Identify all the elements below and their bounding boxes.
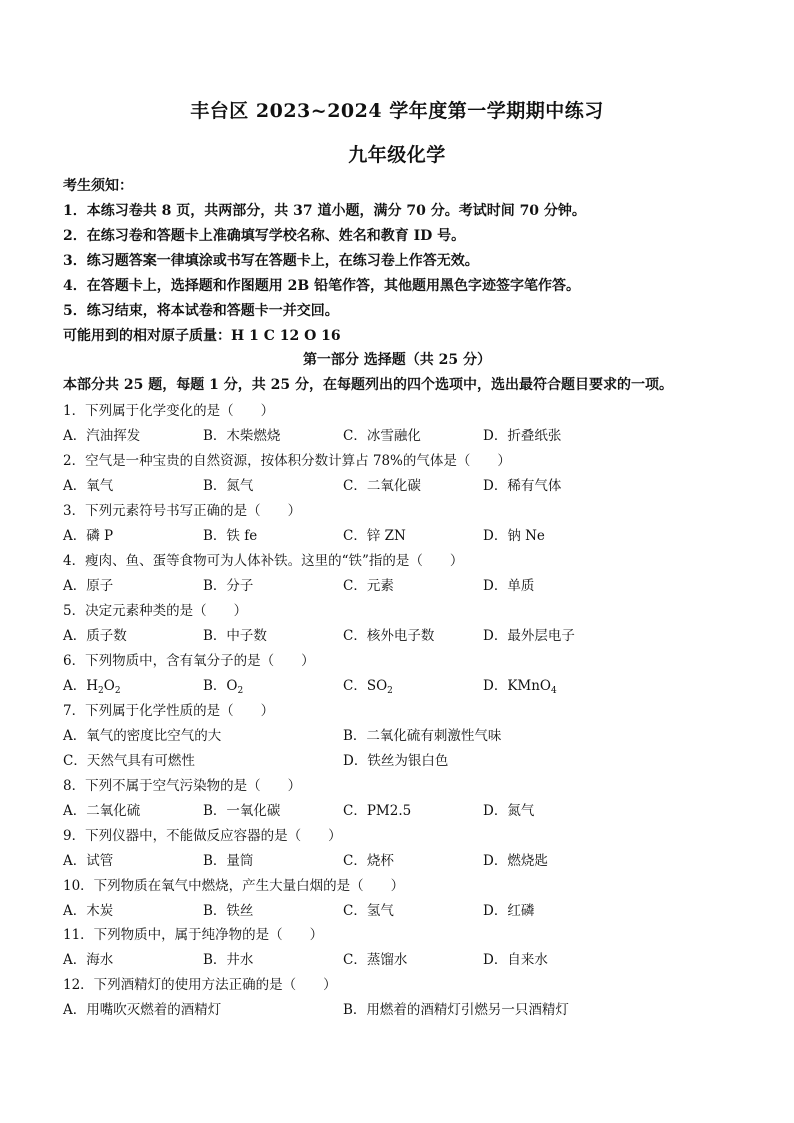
exam-title: 丰台区 2023~2024 学年度第一学期期中练习 bbox=[190, 100, 604, 122]
question-stem: 9．下列仪器中，不能做反应容器的是（ ） bbox=[63, 828, 342, 844]
option-c: C．蒸馏水 bbox=[343, 952, 408, 968]
option-a: A．二氧化硫 bbox=[63, 803, 141, 819]
question-stem: 3．下列元素符号书写正确的是（ ） bbox=[63, 503, 302, 519]
option-c: C．PM2.5 bbox=[343, 803, 412, 819]
option-d: D．铁丝为银白色 bbox=[343, 753, 449, 769]
question-stem: 11．下列物质中，属于纯净物的是（ ） bbox=[63, 927, 324, 943]
option-d: D．氮气 bbox=[483, 803, 535, 819]
option-c: C．天然气具有可燃性 bbox=[63, 753, 195, 769]
option-d: D．燃烧匙 bbox=[483, 853, 548, 869]
notice-item: 2．在练习卷和答题卡上准确填写学校名称、姓名和教育 ID 号。 bbox=[63, 228, 466, 244]
option-a: A．试管 bbox=[63, 853, 114, 869]
option-a: A．原子 bbox=[63, 578, 114, 594]
option-d: D．单质 bbox=[483, 578, 535, 594]
question-stem: 5．决定元素种类的是（ ） bbox=[63, 603, 248, 619]
option-d: D．最外层电子 bbox=[483, 628, 575, 644]
option-a: A．海水 bbox=[63, 952, 114, 968]
option-a: A．氧气的密度比空气的大 bbox=[63, 728, 222, 744]
exam-subtitle: 九年级化学 bbox=[348, 144, 446, 166]
question-stem: 4．瘦肉、鱼、蛋等食物可为人体补铁。这里的“铁”指的是（ ） bbox=[63, 553, 464, 569]
question-stem: 2．空气是一种宝贵的自然资源，按体积分数计算占 78%的气体是（ ） bbox=[63, 453, 511, 469]
question-stem: 7．下列属于化学性质的是（ ） bbox=[63, 703, 275, 719]
notice-item: 5．练习结束，将本试卷和答题卡一并交回。 bbox=[63, 303, 339, 319]
option-c: C．锌 ZN bbox=[343, 528, 406, 544]
question-stem: 1．下列属于化学变化的是（ ） bbox=[63, 403, 275, 419]
option-a: A．磷 P bbox=[63, 528, 114, 544]
option-d: D．KMnO$_4$ bbox=[483, 678, 557, 696]
option-b: B．铁 fe bbox=[203, 528, 258, 544]
option-d: D．自来水 bbox=[483, 952, 548, 968]
notice-heading: 考生须知： bbox=[63, 178, 133, 194]
option-b: B．木柴燃烧 bbox=[203, 428, 281, 444]
atomic-mass-line: 可能用到的相对原子质量：H 1 C 12 O 16 bbox=[63, 328, 341, 344]
option-c: C．元素 bbox=[343, 578, 394, 594]
notice-item: 3．练习题答案一律填涂或书写在答题卡上，在练习卷上作答无效。 bbox=[63, 253, 479, 269]
option-d: D．红磷 bbox=[483, 903, 535, 919]
option-c: C．氢气 bbox=[343, 903, 394, 919]
question-stem: 8．下列不属于空气污染物的是（ ） bbox=[63, 778, 302, 794]
question-stem: 6．下列物质中，含有氧分子的是（ ） bbox=[63, 653, 315, 669]
option-b: B．铁丝 bbox=[203, 903, 254, 919]
option-c: C．冰雪融化 bbox=[343, 428, 421, 444]
option-a: A．木炭 bbox=[63, 903, 114, 919]
option-d: D．折叠纸张 bbox=[483, 428, 562, 444]
option-b: B．氮气 bbox=[203, 478, 254, 494]
option-d: D．稀有气体 bbox=[483, 478, 562, 494]
option-c: C．核外电子数 bbox=[343, 628, 435, 644]
option-b: B．中子数 bbox=[203, 628, 267, 644]
option-c: C．二氧化碳 bbox=[343, 478, 421, 494]
option-b: B．井水 bbox=[203, 952, 254, 968]
question-stem: 12．下列酒精灯的使用方法正确的是（ ） bbox=[63, 977, 337, 993]
option-a: A．质子数 bbox=[63, 628, 127, 644]
option-d: D．钠 Ne bbox=[483, 528, 545, 544]
option-b: B．一氧化碳 bbox=[203, 803, 281, 819]
option-c: C．$SO_2$ bbox=[343, 678, 393, 696]
question-stem: 10．下列物质在氧气中燃烧，产生大量白烟的是（ ） bbox=[63, 878, 405, 894]
option-a: A．$H_2O_2$ bbox=[63, 678, 121, 696]
section-instruction: 本部分共 25 题，每题 1 分，共 25 分，在每题列出的四个选项中，选出最符合题目要求的一项。 bbox=[63, 377, 673, 393]
option-a: A．用嘴吹灭燃着的酒精灯 bbox=[63, 1002, 222, 1018]
option-b: B．二氧化硫有刺激性气味 bbox=[343, 728, 502, 744]
option-b: B．$O_2$ bbox=[203, 678, 244, 696]
notice-item: 1．本练习卷共 8 页，共两部分，共 37 道小题，满分 70 分。考试时间 70 分钟。 bbox=[63, 203, 586, 219]
option-b: B．用燃着的酒精灯引燃另一只酒精灯 bbox=[343, 1002, 569, 1018]
option-b: B．量筒 bbox=[203, 853, 254, 869]
notice-item: 4．在答题卡上，选择题和作图题用 2B 铅笔作答，其他题用黑色字迹签字笔作答。 bbox=[63, 278, 581, 294]
option-a: A．氧气 bbox=[63, 478, 114, 494]
option-a: A．汽油挥发 bbox=[63, 428, 141, 444]
option-c: C．烧杯 bbox=[343, 853, 394, 869]
section-title: 第一部分 选择题（共 25 分） bbox=[302, 352, 492, 368]
option-b: B．分子 bbox=[203, 578, 254, 594]
